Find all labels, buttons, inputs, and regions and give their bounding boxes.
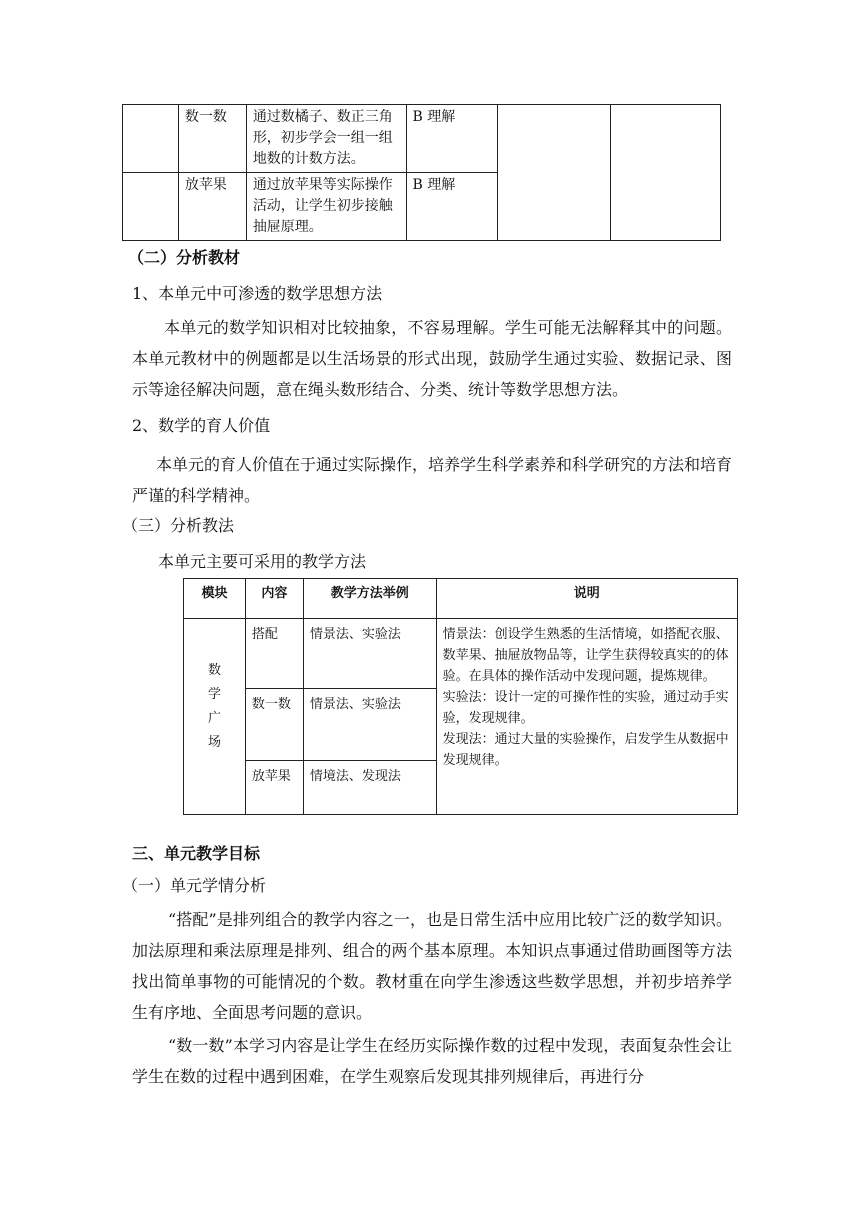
content-cell: 放苹果 bbox=[245, 761, 303, 815]
explanation-discovery: 发现法：通过大量的实验操作，启发学生从数据中发现规律。 bbox=[442, 732, 729, 768]
empty-cell bbox=[123, 173, 179, 241]
empty-cell bbox=[123, 105, 179, 173]
sub-heading-learning-analysis: （一）单元学情分析 bbox=[122, 876, 267, 895]
method-cell: 情景法、实验法 bbox=[303, 619, 436, 689]
teaching-methods-intro: 本单元主要可采用的教学方法 bbox=[158, 552, 367, 571]
module-cell: 数 学 广 场 bbox=[184, 619, 246, 815]
content-cell: 数一数 bbox=[245, 689, 303, 761]
item-title-thinking-methods: 1、本单元中可渗透的数学思想方法 bbox=[132, 284, 383, 303]
level-cell: B 理解 bbox=[406, 173, 498, 241]
explanation-scenario: 情景法：创设学生熟悉的生活情境，如搭配衣服、数苹果、抽屉放物品等，让学生获得较真实的的体验。在具体的操作活动中发现问题，提炼规律。 bbox=[442, 627, 729, 684]
explanation-cell bbox=[436, 619, 737, 815]
content-cell: 通过放苹果等实际操作活动，让学生初步接触抽屉原理。 bbox=[246, 173, 406, 241]
table-header-row bbox=[184, 579, 738, 619]
empty-cell bbox=[498, 105, 611, 241]
paragraph-thinking-methods: 本单元的数学知识相对比较抽象，不容易理解。学生可能无法解释其中的问题。本单元教材中的例题都是以生活场景的形式出现，鼓励学生通过实验、数据记录、图示等途径解决问题，意在绳头数形结合、分类、统计等数学思想方法。 bbox=[132, 318, 732, 399]
objectives-table-continued bbox=[122, 104, 721, 241]
header-module: 模块 bbox=[184, 579, 246, 619]
section-heading-unit-goals: 三、单元教学目标 bbox=[132, 844, 261, 863]
table-row bbox=[123, 105, 721, 173]
header-method: 教学方法举例 bbox=[303, 579, 436, 619]
topic-cell: 数一数 bbox=[178, 105, 246, 173]
empty-cell bbox=[611, 105, 721, 241]
table-row bbox=[184, 619, 738, 689]
content-cell: 搭配 bbox=[245, 619, 303, 689]
method-cell: 情景法、实验法 bbox=[303, 689, 436, 761]
section-heading-analyze-textbook: （二）分析教材 bbox=[128, 248, 241, 267]
item-title-education-value: 2、数学的育人价值 bbox=[132, 416, 271, 435]
explanation-experiment: 实验法：设计一定的可操作性的实验，通过动手实验，发现规律。 bbox=[442, 690, 729, 726]
topic-cell: 放苹果 bbox=[178, 173, 246, 241]
paragraph-counting: “数一数”本学习内容是让学生在经历实际操作数的过程中发现，表面复杂性会让学生在数的过程中遇到困难，在学生观察后发现其排列规律后，再进行分 bbox=[132, 1036, 732, 1086]
paragraph-pairing: “搭配”是排列组合的教学内容之一，也是日常生活中应用比较广泛的数学知识。加法原理和乘法原理是排列、组合的两个基本原理。本知识点事通过借助画图等方法找出简单事物的可能情况的个数。教材重在向学生渗透这些数学思想，并初步培养学生有序地、全面思考问题的意识。 bbox=[132, 910, 732, 1022]
header-content: 内容 bbox=[245, 579, 303, 619]
section-heading-teaching-methods: （三）分析教法 bbox=[122, 516, 235, 535]
level-cell: B 理解 bbox=[406, 105, 498, 173]
header-explanation: 说明 bbox=[436, 579, 737, 619]
teaching-methods-table bbox=[183, 578, 738, 815]
content-cell: 通过数橘子、数正三角形，初步学会一组一组地数的计数方法。 bbox=[246, 105, 406, 173]
method-cell: 情境法、发现法 bbox=[303, 761, 436, 815]
paragraph-education-value: 本单元的育人价值在于通过实际操作，培养学生科学素养和科学研究的方法和培育严谨的科学精神。 bbox=[132, 455, 733, 505]
